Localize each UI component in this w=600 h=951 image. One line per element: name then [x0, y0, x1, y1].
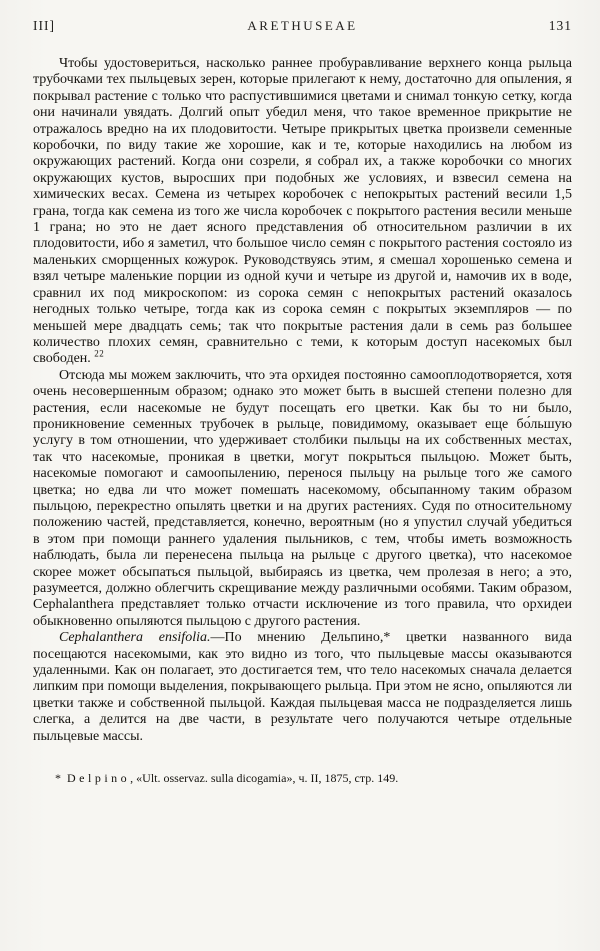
endnote-reference: 22: [94, 348, 105, 359]
paragraph-1: [33, 56, 572, 368]
footnote-marker: *: [55, 771, 61, 786]
page-number: 131: [548, 18, 572, 33]
species-name: Cephalanthera ensifolia.: [59, 630, 211, 646]
paragraph-1-text: Чтобы удостовериться, насколько раннее пробуравливание верхнего конца рыльца трубочками тех пыльцевых зерен, которые прилегают к нему, достаточно для опыления, я покрывал растение с только что распустившимися цветами и снимал тонкую сетку, когда они начинали увядать. Долгий опыт убедил меня, что такое временное прикрытие не отражалось вредно на их плодовитости. Четыре прикрытых цветка произвели семенные коробочки, по виду такие же хорошие, как и те, которые находились на любом из окружающих растений. Когда они созрели, я собрал их, а также коробочки со многих окружающих кустов, выросших при подобных же условиях, и взвесил семена на химических весах. Семена из четырех коробочек с непокрытых растений весили 1,5 грана, тогда как семена из того же числа коробочек с покрытого растения весили меньше 1 грана; но это не дает ясного представления об относительном различии в их плодовитости, ибо я заметил, что большое число семян с покрытого растения состояло из маленьких сморщенных кожурок. Руководствуясь этим, я смешал хорошенько семена и взял четыре маленькие порции из одной кучи и четыре из другой и, намочив их в воде, сравнил их под микроскопом: из сорока семян с непокрытых растений оказалось негодных только четыре, тогда как из сорока семян с покрытых экземпляров — по меньшей мере двадцать семь; так что покрытые растения дали в семь раз большее количество плохих семян, сравнительно с теми, к которым доступ насекомых был свободен.: [33, 56, 572, 367]
chapter-number: III]: [33, 18, 55, 33]
paragraph-3: [33, 630, 572, 745]
paragraph-2-text: Отсюда мы можем заключить, что эта орхидея постоянно самооплодотворяется, хотя очень несовершенным образом; однако это может быть в высшей степени полезно для растения, если насекомые не будут посещать его цветки. Как бы то ни было, проникновение семенных трубочек в рыльце, повидимому, оказывает еще бо́льшую услугу в том отношении, что удерживает столбики пыльцы на их собственных местах, так что насекомые, проникая в цветки, могут покрыться пыльцою. Может быть, насекомые помогают и самоопылению, перенося пыльцу на рыльце того же самого цветка; но едва ли что может помешать насекомому, обсыпанному таким образом пыльцою, перекрестно опылять цветки и на других растениях. Судя по относительному положению частей, представляется, конечно, вероятным (но я упустил случай убедиться в этом при помощи раннего удаления пыльников, с тем, чтобы иметь возможность наблюдать, была ли перенесена пыльца на рыльце с другого цветка), что насекомое скорее может обсыпаться пыльцой, выбираясь из цветка, чем пролезая в него; а это, разумеется, должно облегчить скрещивание между различными особями. Таким образом, Cephalanthera представляет только отчасти исключение из того правила, что орхидеи обыкновенно опыляются пыльцою с другого растения.: [33, 367, 572, 629]
footnote-author: Delpino: [67, 771, 131, 786]
paragraph-3-text: —По мнению Дельпино,* цветки названного вида посещаются насекомыми, как это видно из того, что пыльцевые массы оказываются удаленными. Как он полагает, это достигается тем, что тело насекомых сначала делается липким при помощи выделения, покрывающего рыльца. При этом не ясно, опыляются ли цветки также и собственной пыльцой. Каждая пыльцевая масса не подразделяется лишь слегка, а делится на две части, в результате чего получаются четыре отдельные пыльцевые массы.: [33, 630, 573, 744]
footnote: [33, 771, 572, 785]
running-title: ARETHUSEAE: [247, 18, 358, 33]
footnote-text: , «Ult. osservaz. sulla dicogamia», ч. II, 1875, стр. 149.: [130, 771, 399, 786]
paragraph-2: [33, 368, 572, 631]
running-head: [33, 18, 572, 34]
body-text: [33, 56, 572, 745]
